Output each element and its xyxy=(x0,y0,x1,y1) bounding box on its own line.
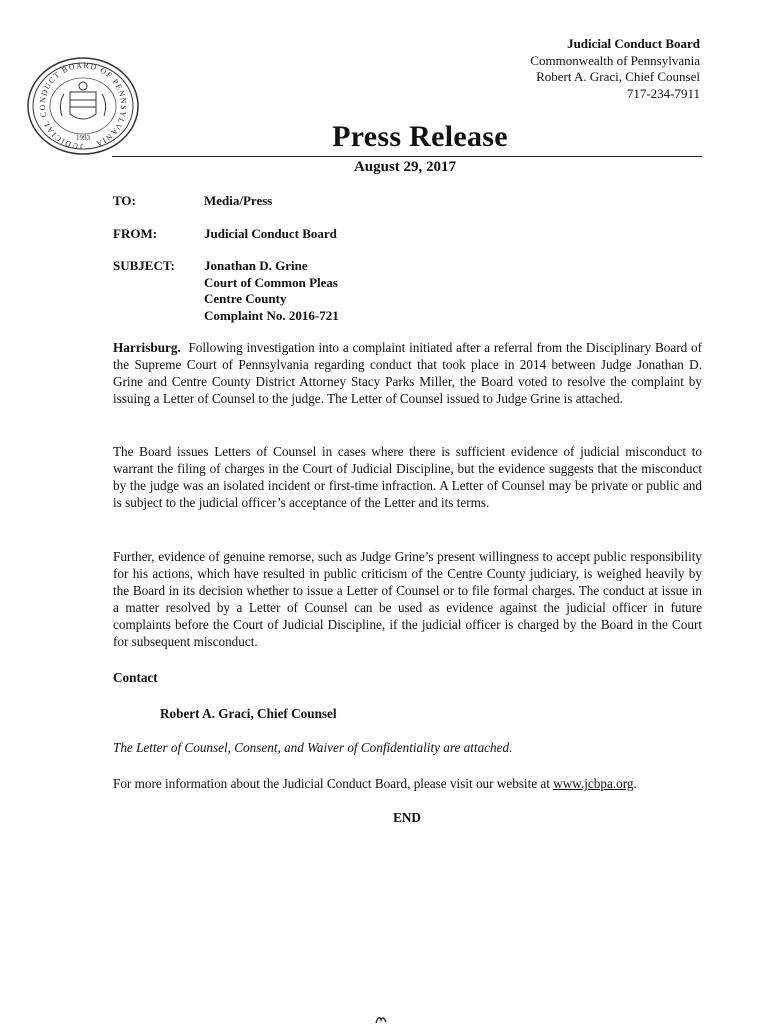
paragraph-1-lead: Harrisburg. xyxy=(113,340,181,355)
to-value: Media/Press xyxy=(204,193,273,208)
more-info xyxy=(113,776,637,792)
contact-heading: Contact xyxy=(113,670,158,685)
from-value: Judicial Conduct Board xyxy=(204,226,337,241)
seal-ring-text: JUDICIAL CONDUCT BOARD OF PENNSYLVANIA xyxy=(37,60,129,152)
title-divider xyxy=(112,156,702,157)
release-date: August 29, 2017 xyxy=(353,159,457,175)
paragraph-3: Further, evidence of genuine remorse, such as Judge Grine’s present willingness to accept public responsibility for his actions, which have resulted in public criticism of the Centre County judiciary, is weighed heavily by the Board in its decision whether to issue a Letter of Counsel or to file formal charges. The conduct at issue in a matter resolved by a Letter of Counsel can be used as evidence against the judicial officer in future complaints before the Court of Judicial Discipline, if the judicial officer is charged by the Board in the Court for subsequent misconduct. xyxy=(113,549,702,649)
seal-year: 1993 xyxy=(76,134,90,142)
letterhead-counsel: Robert A. Graci, Chief Counsel xyxy=(536,69,700,84)
more-info-tail: . xyxy=(633,776,637,791)
more-info-text: For more information about the Judicial Conduct Board, please visit our website at xyxy=(113,776,554,791)
subject-block xyxy=(204,258,339,324)
from-label: FROM: xyxy=(113,226,158,241)
attachments-note: The Letter of Counsel, Consent, and Waiver of Confidentiality are attached. xyxy=(113,740,513,755)
page-title: Press Release xyxy=(332,120,508,153)
letterhead xyxy=(530,36,700,102)
end-marker: END xyxy=(393,810,421,825)
letterhead-org: Judicial Conduct Board xyxy=(567,36,700,51)
paragraph-2: The Board issues Letters of Counsel in cases where there is sufficient evidence of judicial misconduct to warrant the filing of charges in the Court of Judicial Discipline, but the evidence suggests that the misconduct by the judge was an isolated incident or first-time infraction. A Letter of Counsel may be private or public and is subject to the judicial officer’s acceptance of the Letter and its terms. xyxy=(113,444,702,510)
contact-name: Robert A. Graci, Chief Counsel xyxy=(160,706,337,721)
subject-line: Complaint No. 2016-721 xyxy=(204,307,339,323)
letterhead-phone: 717-234-7911 xyxy=(626,85,700,101)
to-label: TO: xyxy=(113,193,136,208)
signature-mark-icon xyxy=(374,1012,388,1024)
paragraph-1-text: Following investigation into a complaint initiated after a referral from the Disciplinary Board of the Supreme Court of Pennsylvania regarding conduct that took place in 2014 between Judge Jonathan D. Grine and Centre County District Attorney Stacy Parks Miller, the Board voted to resolve the complaint by issuing a Letter of Counsel to the judge. The Letter of Counsel issued to Judge Grine is attached. xyxy=(113,340,702,406)
website-link[interactable]: www.jcbpa.org xyxy=(553,776,634,791)
subject-line: Jonathan D. Grine xyxy=(204,258,308,273)
subject-line: Court of Common Pleas xyxy=(204,274,338,290)
subject-line: Centre County xyxy=(204,291,287,306)
paragraph-1 xyxy=(113,339,702,407)
subject-label: SUBJECT: xyxy=(113,258,175,273)
letterhead-state: Commonwealth of Pennsylvania xyxy=(530,52,700,68)
